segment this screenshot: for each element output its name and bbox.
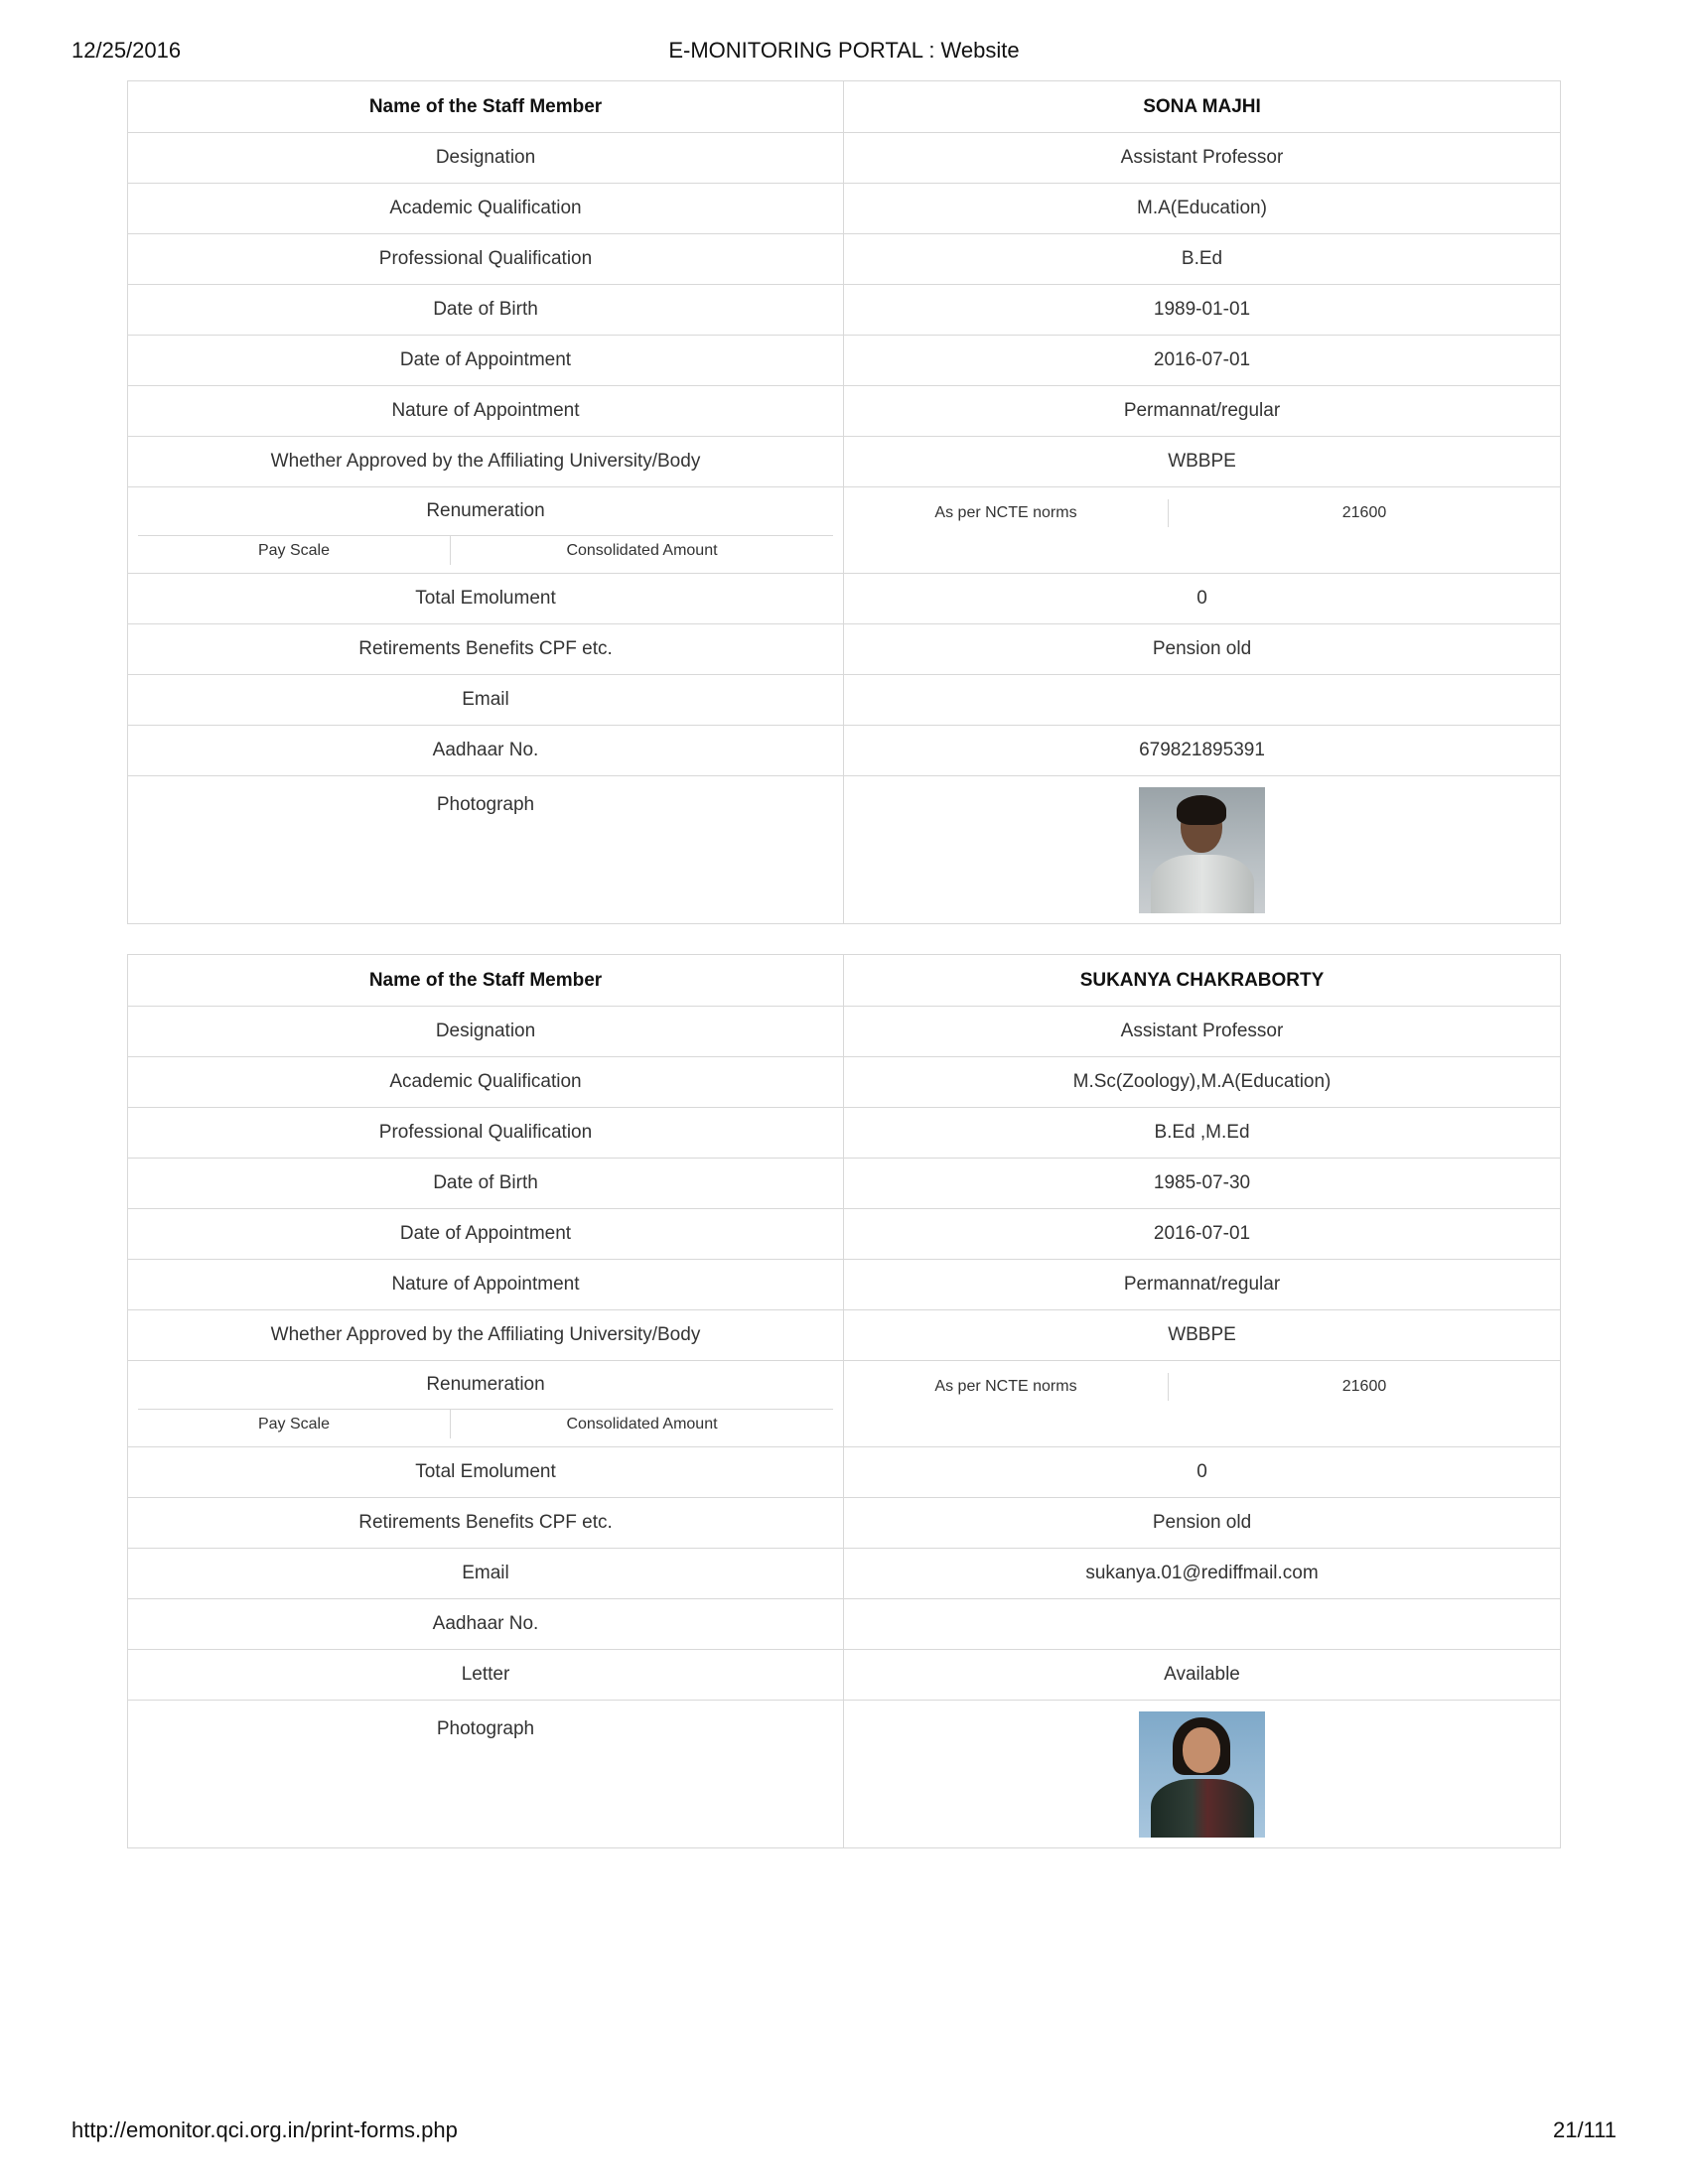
field-value: Assistant Professor <box>1120 147 1284 168</box>
field-label: Nature of Appointment <box>128 386 844 436</box>
field-value: 2016-07-01 <box>1153 349 1251 370</box>
table-row <box>128 486 1560 573</box>
field-value: 0 <box>1196 1461 1207 1482</box>
field-label: Designation <box>128 1007 844 1056</box>
field-value: B.Ed ,M.Ed <box>1154 1122 1250 1143</box>
field-label: Professional Qualification <box>128 1108 844 1158</box>
table-row <box>128 436 1560 486</box>
email-value: sukanya.01@rediffmail.com <box>1085 1563 1319 1583</box>
field-label: Date of Birth <box>128 285 844 335</box>
letter-value: Available <box>1164 1664 1240 1685</box>
field-label: Academic Qualification <box>128 1057 844 1107</box>
field-value: 1985-07-30 <box>1153 1172 1251 1193</box>
field-value: M.A(Education) <box>1137 198 1267 218</box>
aadhaar-value <box>844 1599 1560 1649</box>
renumeration-value-cell <box>844 1361 1560 1446</box>
field-value: M.Sc(Zoology),M.A(Education) <box>1072 1071 1332 1092</box>
field-label: Email <box>128 1549 844 1598</box>
staff-name: SONA MAJHI <box>1143 95 1261 117</box>
field-label: Retirements Benefits CPF etc. <box>128 1498 844 1548</box>
table-row <box>128 1598 1560 1649</box>
field-label: Aadhaar No. <box>128 1599 844 1649</box>
field-label: Date of Birth <box>128 1159 844 1208</box>
email-value <box>844 675 1560 725</box>
consolidated-amount-value: 21600 <box>1341 1378 1387 1395</box>
field-label: Total Emolument <box>128 574 844 623</box>
field-value: WBBPE <box>1168 1324 1236 1345</box>
table-row <box>128 1700 1560 1847</box>
table-row <box>128 775 1560 923</box>
table-row <box>128 1649 1560 1700</box>
renumeration-value-cell <box>844 487 1560 573</box>
page-number: 21/111 <box>1552 2117 1617 2142</box>
table-row <box>128 573 1560 623</box>
field-value: 1989-01-01 <box>1153 299 1251 320</box>
pay-scale-label: Pay Scale <box>138 536 451 565</box>
field-value: WBBPE <box>1168 451 1236 472</box>
page-title: E-MONITORING PORTAL : Website <box>668 38 1020 63</box>
table-row <box>128 385 1560 436</box>
staff-record <box>127 954 1561 1848</box>
table-row <box>128 335 1560 385</box>
field-value: 0 <box>1196 588 1207 609</box>
staff-record <box>127 80 1561 924</box>
field-value: Pension old <box>1152 1512 1252 1533</box>
field-value: Permannat/regular <box>1123 1274 1281 1295</box>
table-row <box>128 1309 1560 1360</box>
table-row <box>128 1208 1560 1259</box>
field-label: Professional Qualification <box>128 234 844 284</box>
table-row <box>128 233 1560 284</box>
renumeration-subheaders <box>138 1409 833 1438</box>
table-row <box>128 674 1560 725</box>
pay-scale-label: Pay Scale <box>138 1410 451 1438</box>
staff-name: SUKANYA CHAKRABORTY <box>1079 969 1325 991</box>
field-label: Designation <box>128 133 844 183</box>
consolidated-amount-value: 21600 <box>1341 504 1387 521</box>
field-label: Name of the Staff Member <box>128 955 844 1006</box>
field-label: Email <box>128 675 844 725</box>
staff-photo <box>1139 787 1265 913</box>
photo-cell <box>844 776 1560 923</box>
staff-photo <box>1139 1711 1265 1838</box>
field-value: 2016-07-01 <box>1153 1223 1251 1244</box>
photo-cell <box>844 1701 1560 1847</box>
pay-scale-value: As per NCTE norms <box>844 499 1169 527</box>
photo-hair-shape <box>1177 795 1226 825</box>
photo-head-shape <box>1183 1727 1220 1773</box>
field-label: Photograph <box>128 1701 844 1847</box>
table-row <box>128 1006 1560 1056</box>
table-row <box>128 955 1560 1006</box>
consolidated-amount-label: Consolidated Amount <box>566 1415 718 1433</box>
table-row <box>128 1360 1560 1446</box>
renumeration-subheaders <box>138 535 833 565</box>
table-row <box>128 1158 1560 1208</box>
field-label: Retirements Benefits CPF etc. <box>128 624 844 674</box>
table-row <box>128 1056 1560 1107</box>
field-value: Permannat/regular <box>1123 400 1281 421</box>
field-label: Renumeration <box>426 1374 545 1395</box>
field-label: Academic Qualification <box>128 184 844 233</box>
table-row <box>128 1548 1560 1598</box>
print-date: 12/25/2016 <box>71 38 182 63</box>
renumeration-label-cell <box>128 487 844 573</box>
table-row <box>128 623 1560 674</box>
field-value: B.Ed <box>1181 248 1223 269</box>
table-row <box>128 1497 1560 1548</box>
field-label: Date of Appointment <box>128 1209 844 1259</box>
photo-body-shape <box>1151 855 1254 913</box>
table-row <box>128 1259 1560 1309</box>
table-row <box>128 81 1560 132</box>
page-url: http://emonitor.qci.org.in/print-forms.php <box>71 2117 458 2142</box>
table-row <box>128 725 1560 775</box>
consolidated-amount-label: Consolidated Amount <box>566 541 718 559</box>
table-row <box>128 132 1560 183</box>
table-row <box>128 284 1560 335</box>
table-row <box>128 183 1560 233</box>
aadhaar-value: 679821895391 <box>1139 740 1265 760</box>
field-label: Nature of Appointment <box>128 1260 844 1309</box>
table-row <box>128 1446 1560 1497</box>
field-label: Aadhaar No. <box>128 726 844 775</box>
field-label: Total Emolument <box>128 1447 844 1497</box>
photo-body-shape <box>1151 1779 1254 1838</box>
table-row <box>128 1107 1560 1158</box>
field-label: Whether Approved by the Affiliating University/Body <box>128 1310 844 1360</box>
renumeration-values <box>844 499 1560 527</box>
renumeration-values <box>844 1373 1560 1401</box>
pay-scale-value: As per NCTE norms <box>844 1373 1169 1401</box>
field-label: Letter <box>128 1650 844 1700</box>
field-label: Whether Approved by the Affiliating University/Body <box>128 437 844 486</box>
field-value: Assistant Professor <box>1120 1021 1284 1041</box>
field-label: Date of Appointment <box>128 336 844 385</box>
field-label: Name of the Staff Member <box>128 81 844 132</box>
field-label: Photograph <box>128 776 844 923</box>
field-label: Renumeration <box>426 500 545 521</box>
renumeration-label-cell <box>128 1361 844 1446</box>
field-value: Pension old <box>1152 638 1252 659</box>
